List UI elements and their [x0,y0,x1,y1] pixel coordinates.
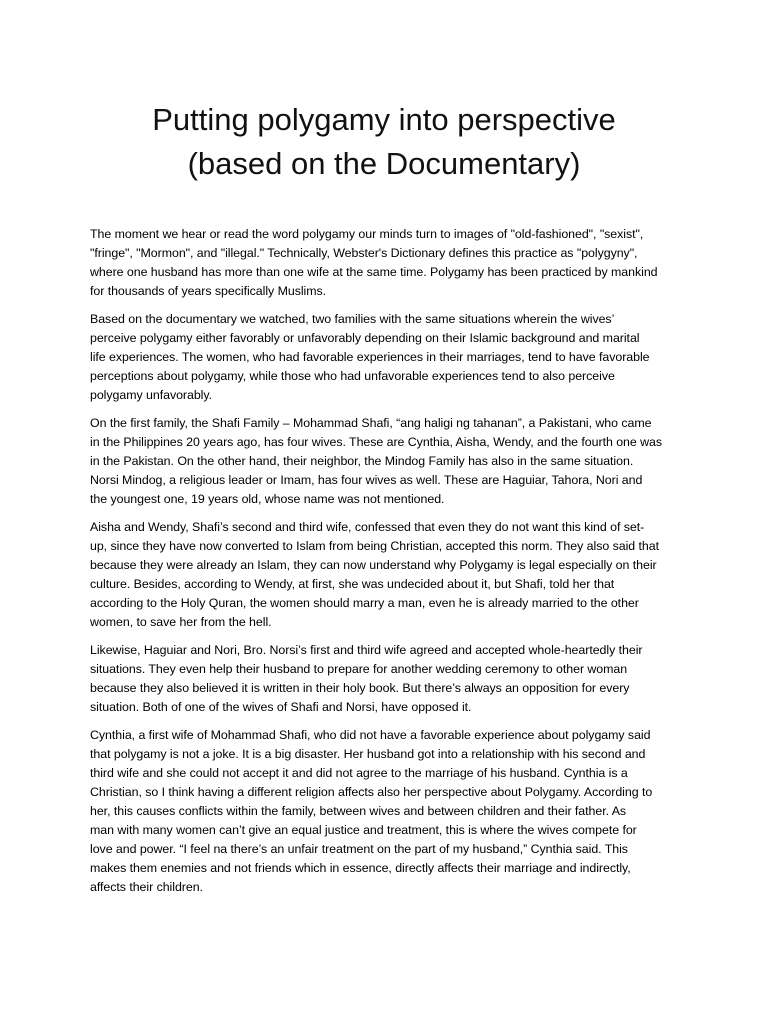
title-line: (based on the Documentary) [187,146,581,181]
text-line: Based on the documentary we watched, two families with the same situations wherein the wives’ [90,312,615,326]
document-body [90,225,680,906]
text-line: the youngest one, 19 years old, whose name was not mentioned. [90,492,445,506]
text-line: love and power. “I feel na there’s an unfair treatment on the part of my husband,” Cynthia said. This [90,842,628,856]
text-line: affects their children. [90,880,203,894]
text-line: up, since they have now converted to Islam from being Christian, accepted this norm. They also said that [90,539,659,553]
text-line: where one husband has more than one wife at the same time. Polygamy has been practiced by mankind [90,265,658,279]
paragraph-intro [90,225,680,301]
text-line: man with many women can’t give an equal justice and treatment, this is where the wives compete for [90,823,637,837]
text-line: perceptions about polygamy, while those who had unfavorable experiences tend to also perceive [90,369,615,383]
text-line: in the Pakistan. On the other hand, their neighbor, the Mindog Family has also in the same situation. [90,454,634,468]
paragraph-documentary [90,310,680,405]
text-line: third wife and she could not accept it and did not agree to the marriage of his husband. Cynthia is a [90,766,628,780]
text-line: perceive polygamy either favorably or unfavorably depending on their Islamic background and marital [90,331,640,345]
text-line: On the first family, the Shafi Family – Mohammad Shafi, “ang haligi ng tahanan”, a Pakistani, who came [90,416,652,430]
text-line: Aisha and Wendy, Shafi’s second and third wife, confessed that even they do not want this kind of set- [90,520,645,534]
paragraph-families [90,414,680,509]
text-line: "fringe", "Mormon", and "illegal." Technically, Webster's Dictionary defines this practice as "polygyny", [90,246,638,260]
paragraph-aisha-wendy [90,518,680,632]
text-line: makes them enemies and not friends which in essence, directly affects their marriage and indirectly, [90,861,631,875]
paragraph-haguiar-nori [90,641,680,717]
text-line: Cynthia, a first wife of Mohammad Shafi, who did not have a favorable experience about polygamy said [90,728,651,742]
text-line: according to the Holy Quran, the women should marry a man, even he is already married to the other [90,596,639,610]
paragraph-cynthia [90,726,680,897]
text-line: situation. Both of one of the wives of Shafi and Norsi, have opposed it. [90,700,472,714]
text-line: Likewise, Haguiar and Nori, Bro. Norsi’s first and third wife agreed and accepted whole-heartedly their [90,643,643,657]
title-line: Putting polygamy into perspective [152,102,616,137]
text-line: The moment we hear or read the word polygamy our minds turn to images of "old-fashioned", "sexist", [90,227,644,241]
text-line: Norsi Mindog, a religious leader or Imam, has four wives as well. These are Haguiar, Tahora, Nori and [90,473,643,487]
text-line: for thousands of years specifically Muslims. [90,284,327,298]
text-line: culture. Besides, according to Wendy, at first, she was undecided about it, but Shafi, told her that [90,577,615,591]
text-line: in the Philippines 20 years ago, has four wives. These are Cynthia, Aisha, Wendy, and the fourth one was [90,435,662,449]
text-line: because they also believed it is written in their holy book. But there’s always an opposition for every [90,681,630,695]
text-line: that polygamy is not a joke. It is a big disaster. Her husband got into a relationship with his second and [90,747,646,761]
text-line: Christian, so I think having a different religion affects also her perspective about Polygamy. According to [90,785,653,799]
text-line: polygamy unfavorably. [90,388,213,402]
text-line: her, this causes conflicts within the family, between wives and between children and their father. As [90,804,627,818]
text-line: because they were already an Islam, they can now understand why Polygamy is legal especially on their [90,558,657,572]
text-line: life experiences. The women, who had favorable experiences in their marriages, tend to have favorable [90,350,650,364]
text-line: women, to save her from the hell. [90,615,272,629]
document-title [60,98,708,186]
text-line: situations. They even help their husband to prepare for another wedding ceremony to other woman [90,662,628,676]
